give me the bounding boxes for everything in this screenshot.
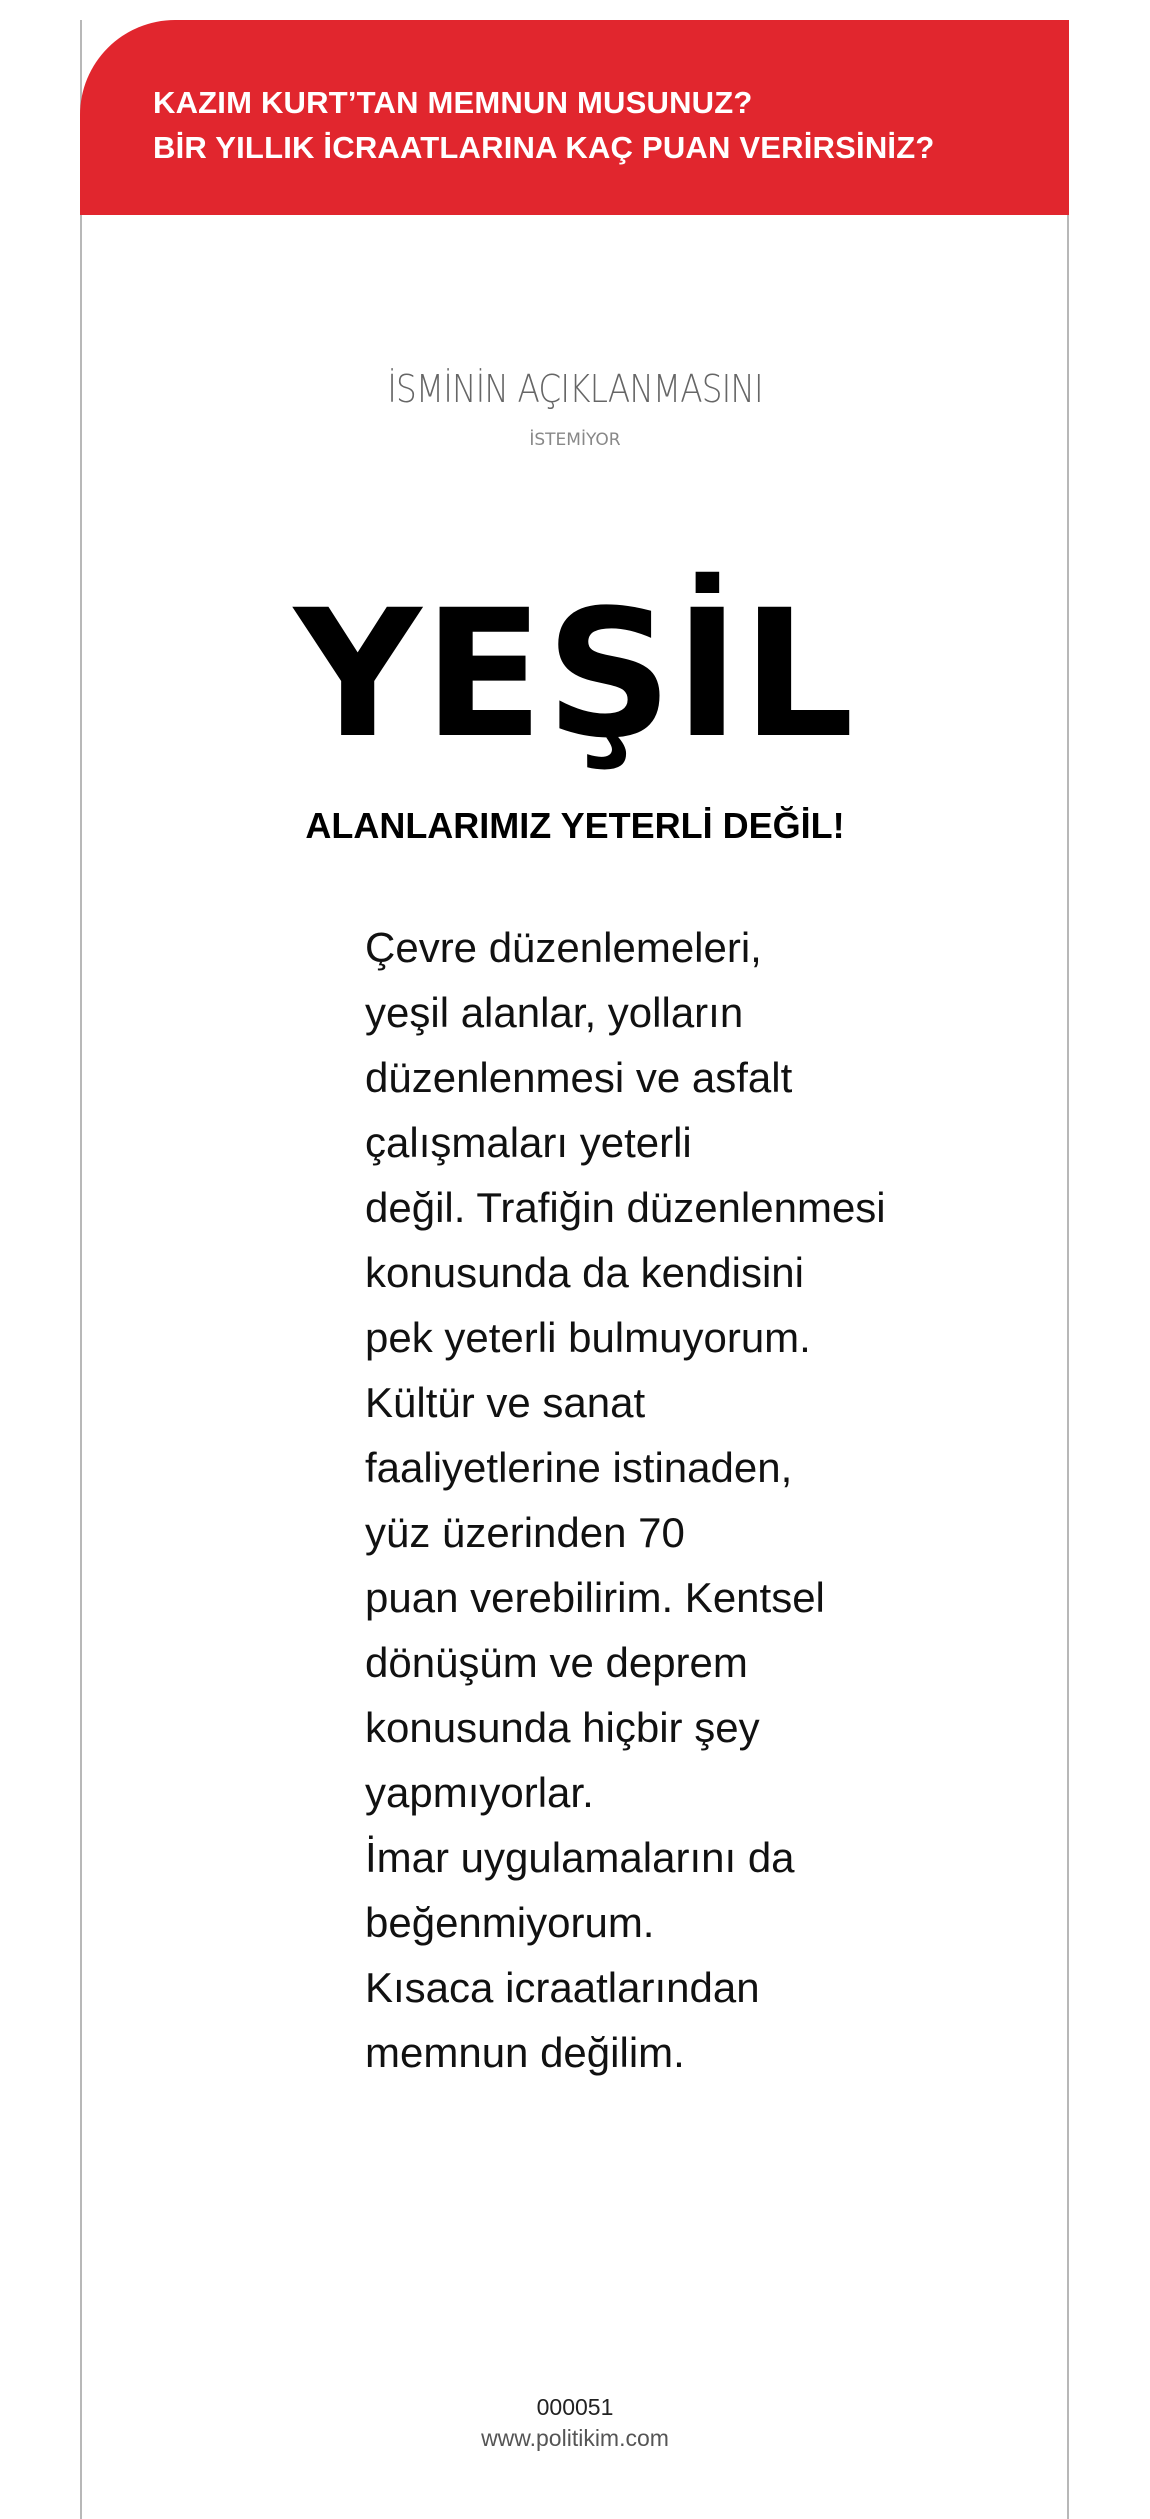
respondent-note: İSTEMİYOR: [529, 430, 621, 450]
quote-line: yüz üzerinden 70: [365, 1509, 685, 1556]
quote-line: yeşil alanlar, yolların: [365, 989, 744, 1036]
site-link[interactable]: www.politikim.com: [481, 2425, 669, 2451]
quote-line: düzenlenmesi ve asfalt: [365, 1054, 793, 1101]
quote-line: konusunda da kendisini: [365, 1249, 804, 1296]
quote-line: faaliyetlerine istinaden,: [365, 1444, 793, 1491]
headline-title: YEŞİL: [293, 572, 857, 777]
quote-line: dönüşüm ve deprem: [365, 1639, 748, 1686]
quote-line: Kısaca icraatlarından: [365, 1964, 760, 2011]
quote-line: beğenmiyorum.: [365, 1899, 655, 1946]
quote-line: İmar uygulamalarını da: [365, 1834, 795, 1881]
quote-line: Çevre düzenlemeleri,: [365, 924, 762, 971]
respondent-name: İSMİNİN AÇIKLANMASINI: [387, 367, 763, 411]
respondent-quote: [365, 915, 925, 2085]
question-banner: [80, 20, 1069, 215]
quote-line: memnun değilim.: [365, 2029, 685, 2076]
headline-subtitle: ALANLARIMIZ YETERLİ DEĞİL!: [305, 805, 845, 846]
question-line-2: BİR YILLIK İCRAATLARINA KAÇ PUAN VERİRSİNİZ?: [153, 130, 935, 165]
quote-line: değil. Trafiğin düzenlenmesi: [365, 1184, 886, 1231]
record-code: 000051: [536, 2394, 614, 2420]
quote-line: çalışmaları yeterli: [365, 1119, 692, 1166]
quote-line: pek yeterli bulmuyorum.: [365, 1314, 811, 1361]
question-line-1: KAZIM KURT’TAN MEMNUN MUSUNUZ?: [153, 85, 753, 120]
quote-line: puan verebilirim. Kentsel: [365, 1574, 825, 1621]
quote-line: Kültür ve sanat: [365, 1379, 646, 1426]
quote-line: yapmıyorlar.: [365, 1769, 594, 1816]
quote-line: konusunda hiçbir şey: [365, 1704, 760, 1751]
